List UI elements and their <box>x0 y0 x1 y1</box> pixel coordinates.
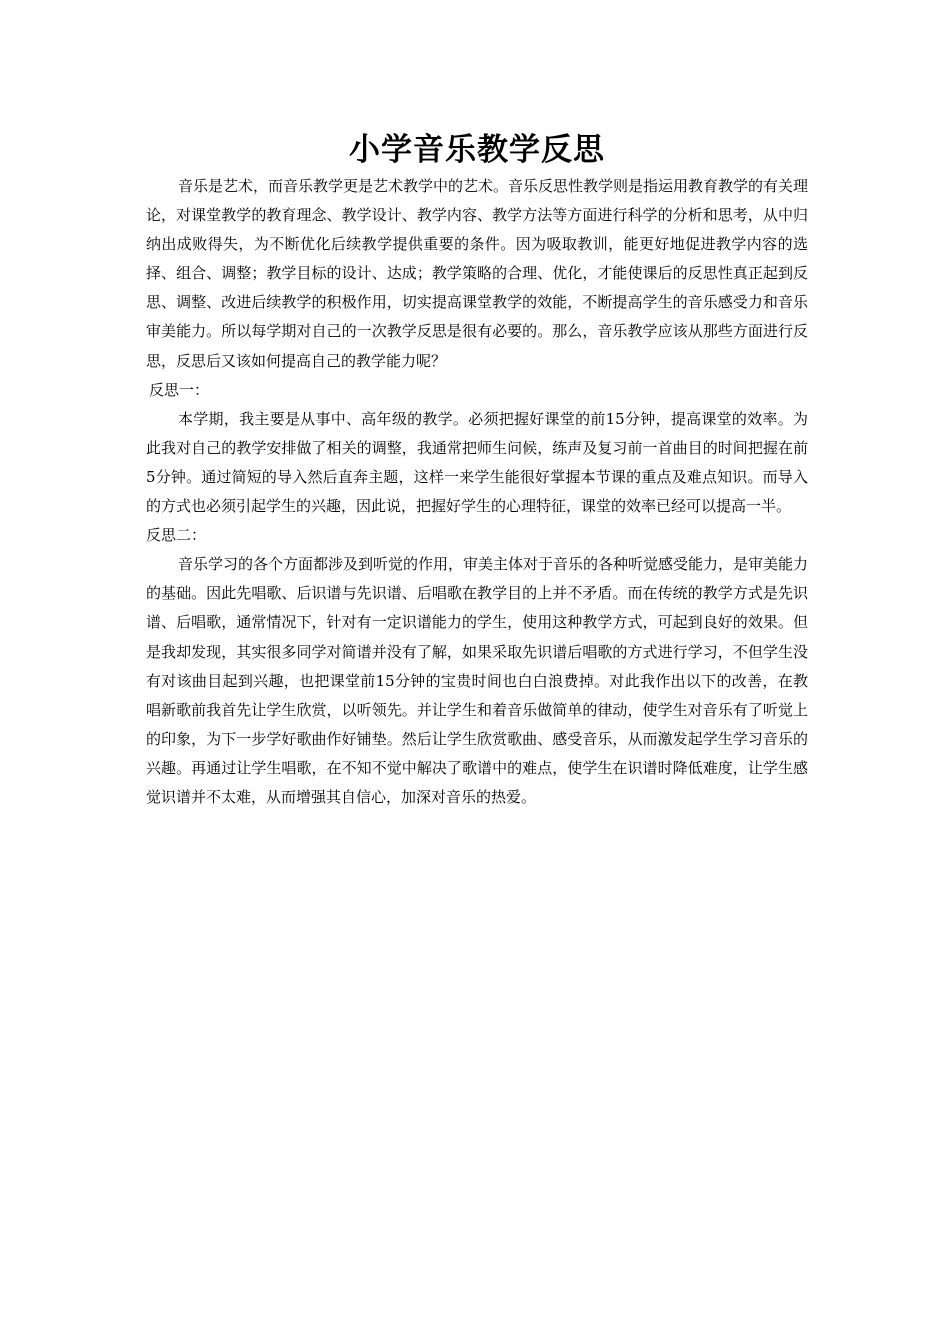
section-2-paragraph: 音乐学习的各个方面都涉及到听觉的作用，审美主体对于音乐的各种听觉感受能力，是审美能力的基础。因此先唱歌、后识谱与先识谱、后唱歌在教学目的上并不矛盾。而在传统的教学方式是先识谱、后唱歌，通常情况下，针对有一定识谱能力的学生，使用这种教学方式，可起到良好的效果。但是我却发现，其实很多同学对简谱并没有了解，如果采取先识谱后唱歌的方式进行学习，不但学生没有对该曲目起到兴趣，也把课堂前15分钟的宝贵时间也白白浪费掉。对此我作出以下的改善，在教唱新歌前我首先让学生欣赏，以听领先。并让学生和着音乐做简单的律动，使学生对音乐有了听觉上的印象，为下一步学好歌曲作好铺垫。然后让学生欣赏歌曲、感受音乐，从而激发起学生学习音乐的兴趣。再通过让学生唱歌，在不知不觉中解决了歌谱中的难点，使学生在识谱时降低难度，让学生感觉识谱并不太难，从而增强其自信心，加深对音乐的热爱。 <box>146 555 809 806</box>
section-1-paragraph: 本学期，我主要是从事中、高年级的教学。必须把握好课堂的前15分钟，提高课堂的效率。为此我对自己的教学安排做了相关的调整，我通常把师生问候，练声及复习前一首曲目的时间把握在前5分钟。通过简短的导入然后直奔主题，这样一来学生能很好掌握本节课的重点及难点知识。而导入的方式也必须引起学生的兴趣，因此说，把握好学生的心理特征，课堂的效率已经可以提高一半。 <box>146 409 808 516</box>
document-body <box>146 172 808 812</box>
intro-paragraph: 音乐是艺术，而音乐教学更是艺术教学中的艺术。音乐反思性教学则是指运用教育教学的有关理论，对课堂教学的教育理念、教学设计、教学内容、教学方法等方面进行科学的分析和思考，从中归纳出成败得失，为不断优化后续教学提供重要的条件。因为吸取教训，能更好地促进教学内容的选择、组合、调整；教学目标的设计、达成；教学策略的合理、优化，才能使课后的反思性真正起到反思、调整、改进后续教学的积极作用，切实提高课堂教学的效能，不断提高学生的音乐感受力和音乐审美能力。所以每学期对自己的一次教学反思是很有必要的。那么，音乐教学应该从那些方面进行反思，反思后又该如何提高自己的教学能力呢？ <box>146 177 809 370</box>
section-1-heading: 反思一： <box>149 380 210 399</box>
document-title: 小学音乐教学反思 <box>349 132 605 168</box>
section-2-heading: 反思二： <box>146 526 207 545</box>
